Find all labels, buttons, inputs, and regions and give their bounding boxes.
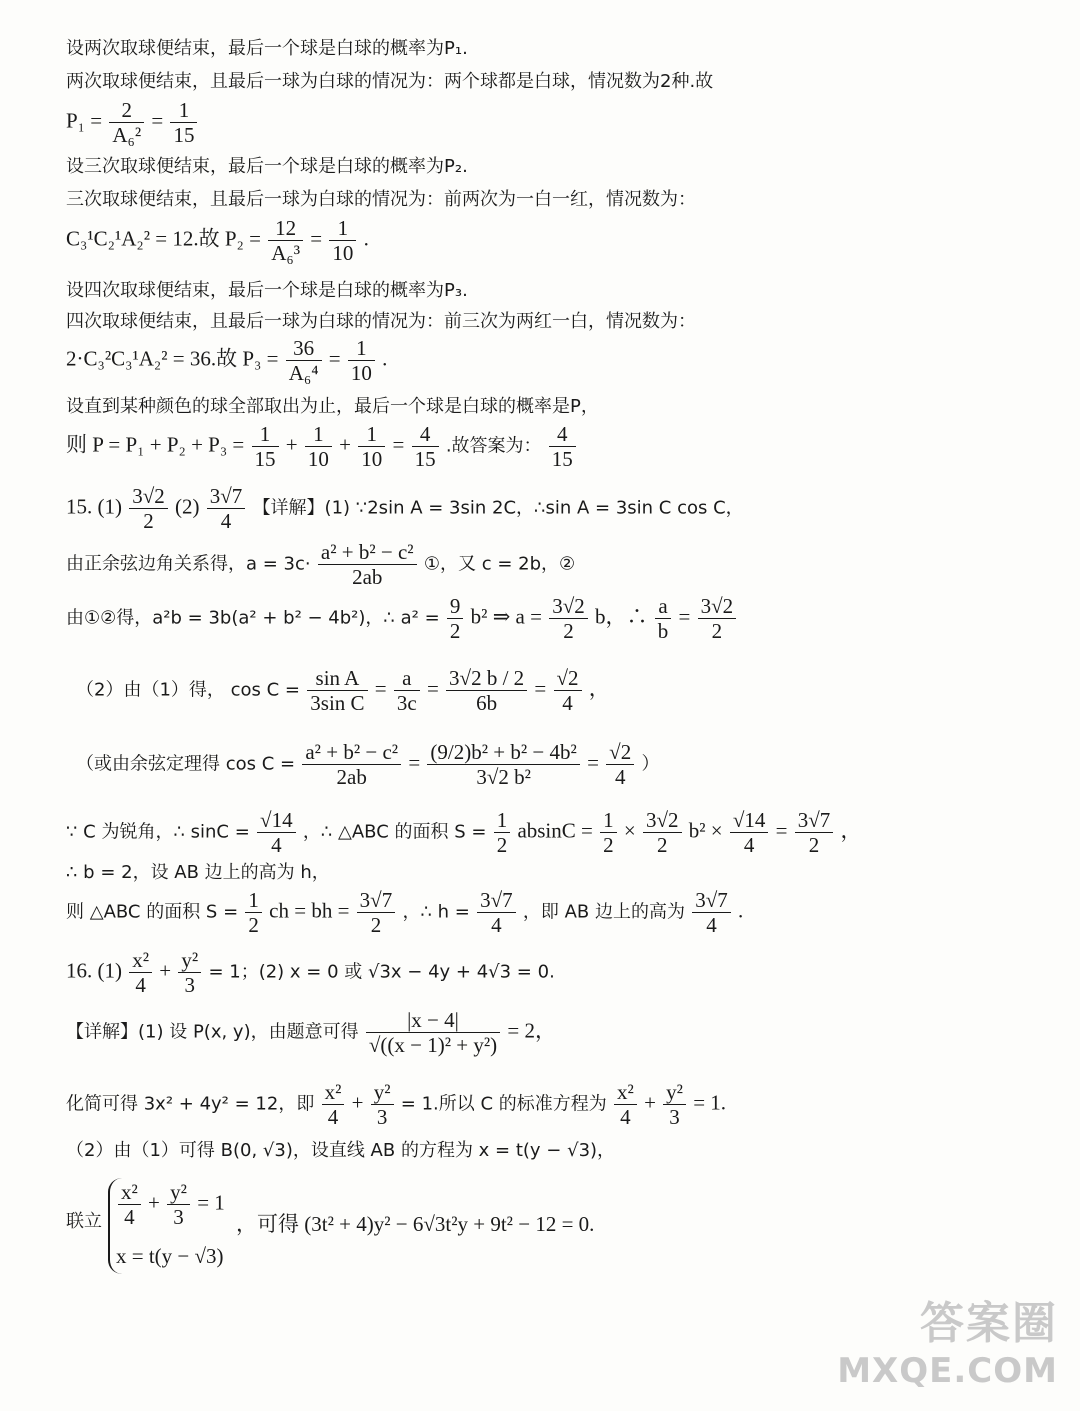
- formula-text: ，即 AB 边上的高为: [522, 901, 685, 923]
- fraction: $\frac{3√7}{4}$: [477, 888, 516, 937]
- formula-line: [66, 594, 738, 643]
- formula-line: [66, 1008, 556, 1057]
- system-label: 联立: [66, 1211, 102, 1232]
- formula-text: (2): [175, 494, 200, 519]
- fraction: $\frac{1}{10}$: [305, 422, 332, 471]
- formula-text: ①，又 c = 2b，②: [423, 553, 576, 575]
- fraction: $\frac{2}{\text{A₆²}}$: [109, 98, 144, 147]
- formula-text: +: [644, 1090, 656, 1115]
- fraction: $\frac{1}{15}$: [252, 422, 279, 471]
- text-line: 四次取球便结束，且最后一球为白球的情况为：前三次为两红一白，情况数为：: [66, 311, 696, 332]
- formula-text: =: [426, 676, 439, 701]
- fraction: $\frac{4}{15}$: [412, 422, 439, 471]
- fraction: $\frac{\text{(9/2)b² + b² − 4b²}}{\text{3√2 b²}}$: [427, 740, 579, 789]
- fraction: $\frac{3√2}{2}$: [129, 484, 168, 533]
- formula-text: =: [408, 750, 421, 775]
- formula-text: ，: [840, 818, 862, 843]
- fraction: $\frac{\text{a² + b² − c²}}{2ab}$: [318, 540, 417, 589]
- text-line: 设两次取球便结束，最后一个球是白球的概率为P₁.: [66, 38, 468, 59]
- formula-text: +: [148, 1190, 160, 1215]
- fraction: $\frac{a}{b}$: [655, 594, 672, 643]
- fraction: $\frac{\text{x²}}{4}$: [614, 1080, 637, 1129]
- watermark-url: MXQE.COM: [837, 1351, 1058, 1391]
- text-line: ∴ b = 2，设 AB 边上的高为 h，: [66, 862, 330, 883]
- fraction: $\frac{a}{3c}$: [394, 666, 420, 715]
- fraction: $\frac{\text{x²}}{4}$: [322, 1080, 345, 1129]
- formula-text: 【详解】(1) ∵2sin A = 3sin 2C，∴sin A = 3sin C cos C，: [252, 497, 744, 519]
- fraction: $\frac{3√7}{2}$: [357, 888, 396, 937]
- fraction: $\frac{1}{10}$: [358, 422, 385, 471]
- fraction: $\frac{\text{a² + b² − c²}}{2ab}$: [302, 740, 401, 789]
- text-line: 设四次取球便结束，最后一个球是白球的概率为P₃.: [66, 280, 468, 301]
- formula-text: 16. (1): [66, 958, 122, 983]
- text-line: 两次取球便结束，且最后一球为白球的情况为：两个球都是白球，情况数为2种.故: [66, 71, 714, 92]
- formula-text: =: [587, 750, 599, 775]
- fraction: $\frac{√2}{4}$: [606, 740, 634, 789]
- formula-text: =: [392, 432, 405, 457]
- fraction: $\frac{√2}{4}$: [554, 666, 582, 715]
- formula-line: [76, 666, 610, 715]
- formula-text: 由①②得，a²b = 3b(a² + b² − 4b²)，∴ a² =: [66, 607, 440, 629]
- fraction: $\frac{3√2}{2}$: [643, 808, 682, 857]
- formula-text: ，∴ h =: [402, 901, 470, 923]
- formula-line: [66, 98, 199, 147]
- fraction: $\frac{1}{2}$: [494, 808, 511, 857]
- text-line: 设三次取球便结束，最后一个球是白球的概率为P₂.: [66, 156, 468, 177]
- formula-text: C₃¹C₂¹A₂² = 12.故 P₂ =: [66, 226, 261, 251]
- formula-text: ×: [623, 818, 636, 843]
- formula-text: 【详解】(1) 设 P(x, y)，由题意可得: [66, 1021, 359, 1043]
- fraction: $\frac{1}{10}$: [329, 216, 356, 265]
- formula-line: ，可得 (3t² + 4)y² − 6√3t²y + 9t² − 12 = 0.: [236, 1212, 595, 1236]
- formula-text: .: [738, 898, 744, 923]
- formula-line: [66, 888, 743, 937]
- formula-text: 化简可得 3x² + 4y² = 12，即: [66, 1093, 315, 1115]
- formula-text: 则 △ABC 的面积 S =: [66, 901, 239, 923]
- watermark-logo-text: 答案圈: [920, 1298, 1058, 1349]
- formula-text: b² ⇒ a =: [470, 604, 542, 629]
- formula-text: .: [382, 346, 388, 371]
- formula-line: [66, 422, 578, 471]
- fraction: $\frac{36}{\text{A₆⁴}}$: [286, 336, 322, 385]
- formula-text: （2）由（1）得， cos C =: [76, 679, 301, 701]
- fraction: $\frac{3√2}{2}$: [549, 594, 588, 643]
- formula-text: .: [363, 226, 369, 251]
- fraction: $\frac{1}{2}$: [245, 888, 262, 937]
- fraction: $\frac{9}{2}$: [447, 594, 464, 643]
- fraction: $\frac{|x - 4|}{\text{√((x − 1)² + y²)}}$: [366, 1008, 500, 1057]
- formula-text: = 2，: [507, 1018, 556, 1043]
- formula-text: ，: [588, 676, 610, 701]
- watermark: [837, 1287, 1058, 1391]
- formula-text: +: [351, 1090, 364, 1115]
- formula-text: ）: [641, 753, 660, 775]
- fraction: $\frac{\text{x²}}{4}$: [118, 1180, 141, 1229]
- formula-text: = 1: [197, 1190, 225, 1215]
- formula-text: 则 P = P₁ + P₂ + P₃ =: [66, 432, 245, 457]
- text-line: （2）由（1）可得 B(0, √3)，设直线 AB 的方程为 x = t(y − √3)，: [66, 1140, 616, 1161]
- fraction: $\frac{1}{2}$: [600, 808, 617, 857]
- fraction: $\frac{\text{y²}}{3}$: [663, 1080, 686, 1129]
- fraction: $\frac{√14}{4}$: [257, 808, 296, 857]
- formula-text: b² ×: [688, 818, 723, 843]
- formula-text: =: [151, 108, 164, 133]
- formula-text: absinC =: [517, 818, 593, 843]
- fraction: $\frac{3√7}{2}$: [795, 808, 834, 857]
- fraction: $\frac{\text{y²}}{3}$: [167, 1180, 190, 1229]
- fraction: $\frac{\text{y²}}{3}$: [371, 1080, 394, 1129]
- fraction: $\frac{4}{15}$: [549, 422, 576, 471]
- formula-text: +: [285, 432, 298, 457]
- formula-text: 由正余弦边角关系得，a = 3c·: [66, 553, 311, 575]
- formula-text: +: [339, 432, 351, 457]
- formula-text: =: [775, 818, 788, 843]
- fraction: $\frac{1}{10}$: [348, 336, 375, 385]
- system-row-2: x = t(y − √3): [116, 1244, 224, 1268]
- formula-line: [76, 740, 659, 789]
- fraction: $\frac{√14}{4}$: [730, 808, 769, 857]
- formula-text: =: [328, 346, 341, 371]
- formula-text: =: [310, 226, 323, 251]
- formula-line: [66, 948, 555, 997]
- fraction: $\frac{3√7}{4}$: [692, 888, 731, 937]
- fraction: $\frac{3√7}{4}$: [207, 484, 246, 533]
- formula-text: .故答案为：: [445, 435, 542, 457]
- formula-text: 15. (1): [66, 494, 122, 519]
- text-line: 设直到某种颜色的球全部取出为止，最后一个球是白球的概率是P，: [66, 396, 599, 417]
- fraction: $\frac{\text{x²}}{4}$: [129, 948, 152, 997]
- formula-line: [66, 336, 387, 385]
- formula-text: ∵ C 为锐角，∴ sinC =: [66, 821, 250, 843]
- formula-line: [66, 808, 862, 857]
- formula-line: [66, 484, 744, 533]
- text-line: 三次取球便结束，且最后一球为白球的情况为：前两次为一白一红，情况数为：: [66, 189, 696, 210]
- formula-text: P₁ =: [66, 108, 103, 133]
- formula-text: =: [534, 676, 547, 701]
- formula-text: =: [678, 604, 691, 629]
- formula-line: [66, 540, 575, 589]
- formula-line: [66, 1080, 726, 1129]
- formula-text: 2·C₃²C₃¹A₂² = 36.故 P₃ =: [66, 346, 279, 371]
- formula-text: = 1；(2) x = 0 或 √3x − 4y + 4√3 = 0.: [208, 961, 555, 983]
- formula-text: b，∴: [595, 604, 648, 629]
- formula-line: [66, 216, 369, 265]
- fraction: $\frac{1}{15}$: [170, 98, 197, 147]
- formula-text: （或由余弦定理得 cos C =: [76, 753, 296, 775]
- fraction: $\frac{3√2}{2}$: [698, 594, 737, 643]
- formula-text: ，∴ △ABC 的面积 S =: [302, 821, 487, 843]
- formula-text: +: [159, 958, 172, 983]
- system-row-1: [116, 1180, 225, 1229]
- fraction: $\frac{12}{\text{A₆³}}$: [268, 216, 303, 265]
- fraction: $\frac{\text{y²}}{3}$: [178, 948, 201, 997]
- fraction: $\frac{3√2 b / 2}{6b}$: [446, 666, 527, 715]
- formula-text: = 1.: [693, 1090, 727, 1115]
- formula-text: =: [374, 676, 387, 701]
- formula-text: = 1.所以 C 的标准方程为: [400, 1093, 607, 1115]
- formula-text: ch = bh =: [269, 898, 350, 923]
- fraction: $\frac{\text{sin A}}{\text{3sin C}}$: [307, 666, 367, 715]
